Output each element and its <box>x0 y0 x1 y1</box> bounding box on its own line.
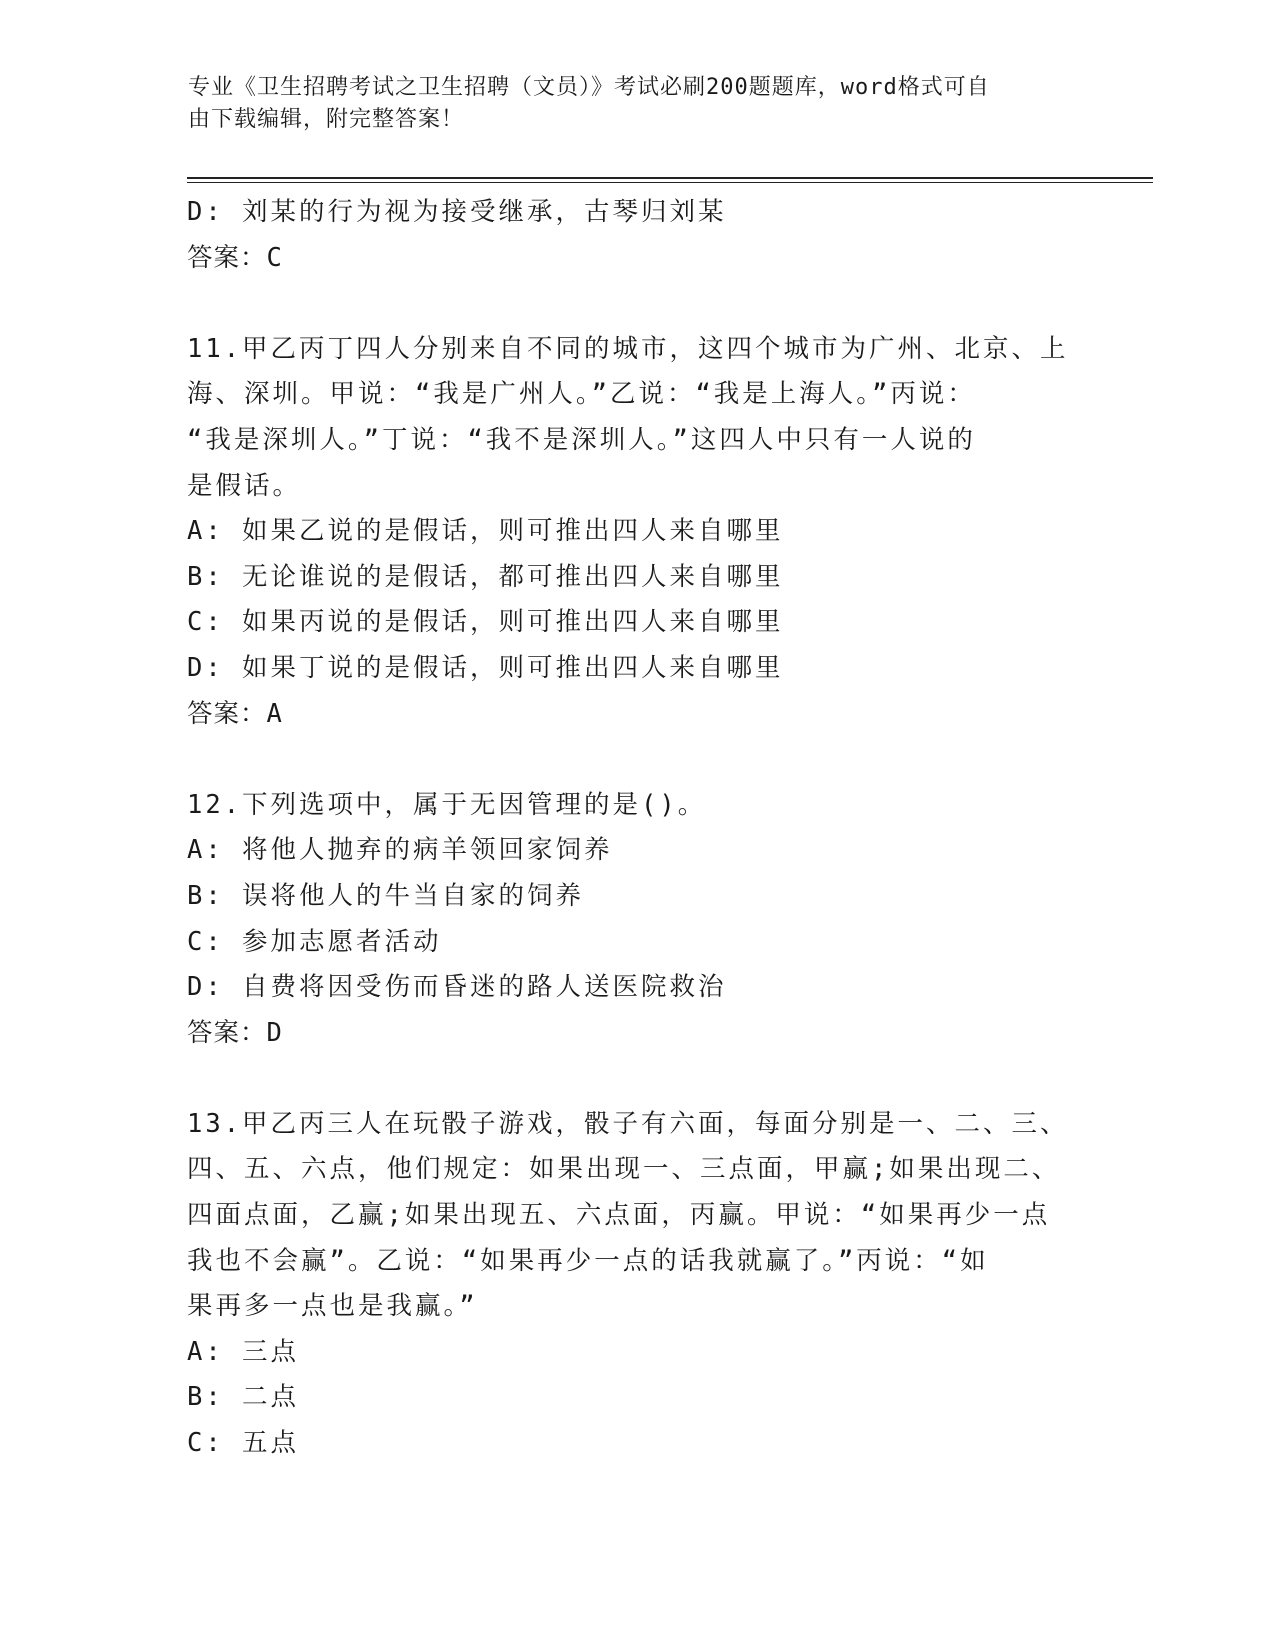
header-rule-thick <box>187 177 1153 179</box>
q11-option-d: D: 如果丁说的是假话，则可推出四人来自哪里 <box>187 652 784 683</box>
q11-stem-line: 是假话。 <box>187 470 302 501</box>
header-line-1: 专业《卫生招聘考试之卫生招聘（文员）》考试必刷200题题库，word格式可自 <box>188 75 990 100</box>
q12-answer: 答案：D <box>187 1017 283 1048</box>
spacer <box>187 1056 1087 1102</box>
q11-stem-line: 11.甲乙丙丁四人分别来自不同的城市，这四个城市为广州、北京、上 <box>187 333 1069 364</box>
q12-option-c: C: 参加志愿者活动 <box>187 926 442 957</box>
q13-option-c: C: 五点 <box>187 1428 300 1459</box>
header-rule-thin <box>187 182 1153 183</box>
q11-answer: 答案：A <box>187 698 283 729</box>
q12-stem-line: 12.下列选项中，属于无因管理的是()。 <box>187 789 707 820</box>
q12-option-d: D: 自费将因受伤而昏迷的路人送医院救治 <box>187 972 727 1003</box>
q12-option-b: B: 误将他人的牛当自家的饲养 <box>187 880 585 911</box>
q13-stem-line: 我也不会赢”。乙说：“如果再少一点的话我就赢了。”丙说：“如 <box>187 1245 989 1276</box>
question-12 <box>187 783 1087 1057</box>
q11-option-b: B: 无论谁说的是假话，都可推出四人来自哪里 <box>187 561 784 592</box>
q11-option-a: A: 如果乙说的是假话，则可推出四人来自哪里 <box>187 516 784 547</box>
prev-option-d: D: 刘某的行为视为接受继承，古琴归刘某 <box>187 197 727 227</box>
spacer <box>187 281 1087 327</box>
q11-stem-line: 海、深圳。甲说：“我是广州人。”乙说：“我是上海人。”丙说： <box>187 379 976 410</box>
header-line-2: 由下载编辑，附完整答案！ <box>188 107 465 132</box>
q13-stem-line: 四面点面，乙赢;如果出现五、六点面，丙赢。甲说：“如果再少一点 <box>187 1200 1051 1231</box>
q13-stem-line: 果再多一点也是我赢。” <box>187 1291 478 1322</box>
document-body <box>187 190 1087 1467</box>
q13-option-b: B: 二点 <box>187 1382 300 1413</box>
q12-option-a: A: 将他人抛弃的病羊领回家饲养 <box>187 835 613 866</box>
q13-stem-line: 四、五、六点，他们规定：如果出现一、三点面，甲赢;如果出现二、 <box>187 1154 1061 1185</box>
q13-option-a: A: 三点 <box>187 1336 300 1367</box>
document-header <box>188 72 1068 136</box>
q13-stem-line: 13.甲乙丙三人在玩骰子游戏，骰子有六面，每面分别是一、二、三、 <box>187 1108 1069 1139</box>
prev-answer: 答案：C <box>187 242 283 273</box>
question-13 <box>187 1102 1087 1467</box>
q11-option-c: C: 如果丙说的是假话，则可推出四人来自哪里 <box>187 607 784 638</box>
question-11 <box>187 327 1087 737</box>
spacer <box>187 737 1087 783</box>
q11-stem-line: “我是深圳人。”丁说：“我不是深圳人。”这四人中只有一人说的 <box>187 424 976 455</box>
